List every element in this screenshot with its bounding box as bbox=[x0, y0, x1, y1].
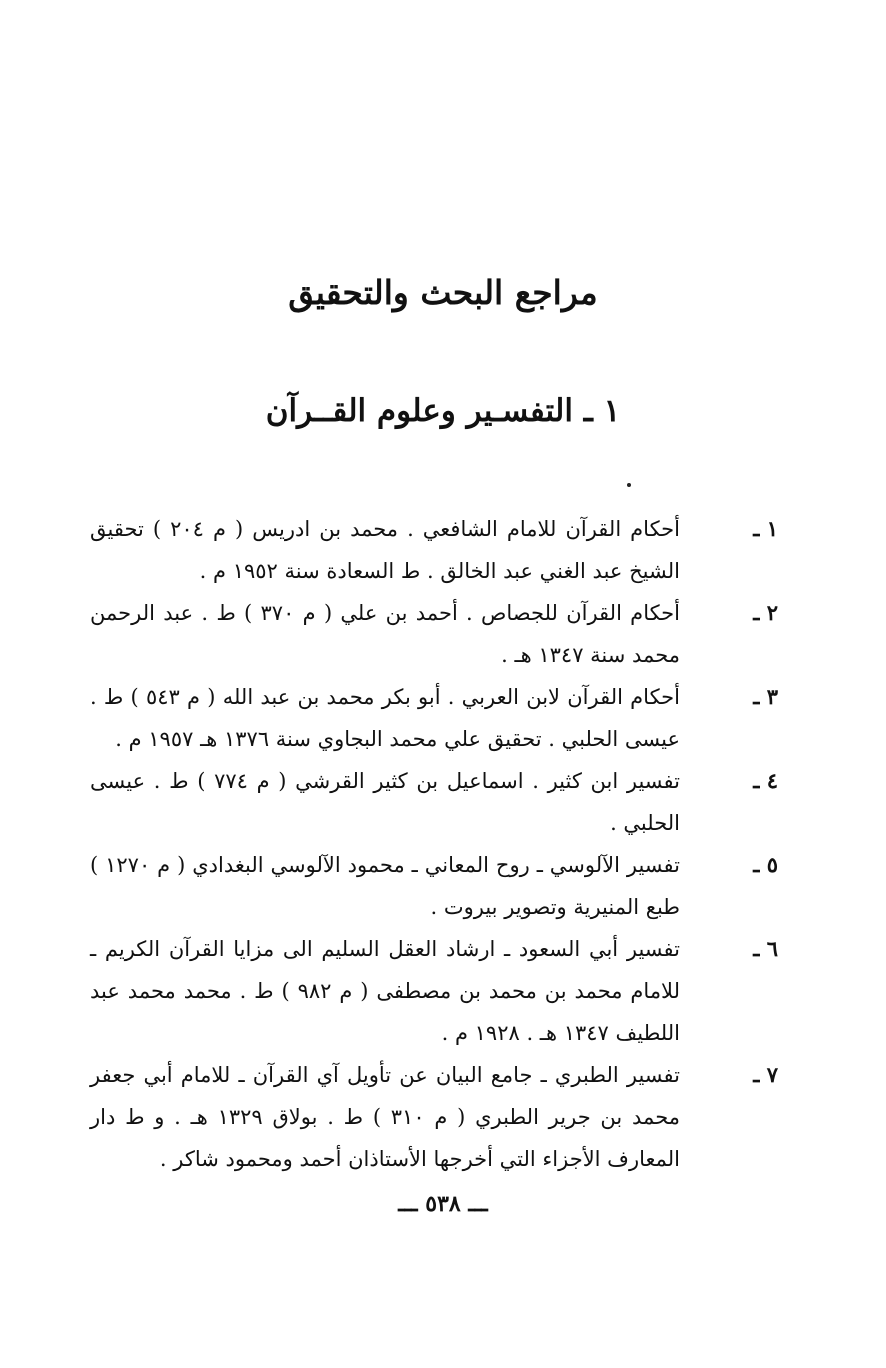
reference-list bbox=[90, 508, 790, 1180]
reference-number: ٧ ـ bbox=[753, 1062, 778, 1087]
reference-item bbox=[90, 508, 790, 592]
page-number: ـــ ٥٣٨ ـــ bbox=[398, 1191, 488, 1217]
reference-text: أحكام القرآن للامام الشافعي . محمد بن ادريس ( م ٢٠٤ ) تحقيق الشيخ عبد الغني عبد الخالق . ط السعادة سنة ١٩٥٢ م . bbox=[90, 517, 680, 583]
reference-item bbox=[90, 592, 790, 676]
reference-item bbox=[90, 676, 790, 760]
reference-number: ٥ ـ bbox=[753, 852, 778, 877]
reference-text: تفسير الآلوسي ـ روح المعاني ـ محمود الآلوسي البغدادي ( م ١٢٧٠ ) طبع المنيرية وتصوير بيروت . bbox=[90, 853, 680, 919]
reference-item bbox=[90, 1054, 790, 1180]
reference-number: ٢ ـ bbox=[753, 600, 778, 625]
reference-item bbox=[90, 844, 790, 928]
reference-number: ١ ـ bbox=[753, 516, 778, 541]
reference-number: ٣ ـ bbox=[753, 684, 778, 709]
ink-dot bbox=[627, 483, 631, 487]
reference-text: تفسير ابن كثير . اسماعيل بن كثير القرشي ( م ٧٧٤ ) ط . عيسى الحلبي . bbox=[90, 769, 680, 835]
reference-text: أحكام القرآن للجصاص . أحمد بن علي ( م ٣٧٠ ) ط . عبد الرحمن محمد سنة ١٣٤٧ هـ . bbox=[90, 601, 680, 667]
reference-text: أحكام القرآن لابن العربي . أبو بكر محمد بن عبد الله ( م ٥٤٣ ) ط . عيسى الحلبي . تحقيق علي محمد البجاوي سنة ١٣٧٦ هـ ١٩٥٧ م . bbox=[90, 685, 680, 751]
page-title: مراجع البحث والتحقيق bbox=[288, 273, 598, 312]
reference-item bbox=[90, 760, 790, 844]
section-heading: ١ ـ التفسـير وعلوم القــرآن bbox=[265, 393, 621, 429]
reference-text: تفسير الطبري ـ جامع البيان عن تأويل آي القرآن ـ للامام أبي جعفر محمد بن جرير الطبري ( م ٣١٠ ) ط . بولاق ١٣٢٩ هـ . و ط دار المعارف الأجزاء التي أخرجها الأستاذان أحمد ومحمود شاكر . bbox=[90, 1063, 680, 1171]
reference-text: تفسير أبي السعود ـ ارشاد العقل السليم الى مزايا القرآن الكريم ـ للامام محمد بن محمد بن مصطفى ( م ٩٨٢ ) ط . محمد محمد عبد اللطيف ١٣٤٧ هـ . ١٩٢٨ م . bbox=[90, 937, 680, 1045]
reference-item bbox=[90, 928, 790, 1054]
reference-number: ٤ ـ bbox=[753, 768, 778, 793]
reference-number: ٦ ـ bbox=[753, 936, 778, 961]
